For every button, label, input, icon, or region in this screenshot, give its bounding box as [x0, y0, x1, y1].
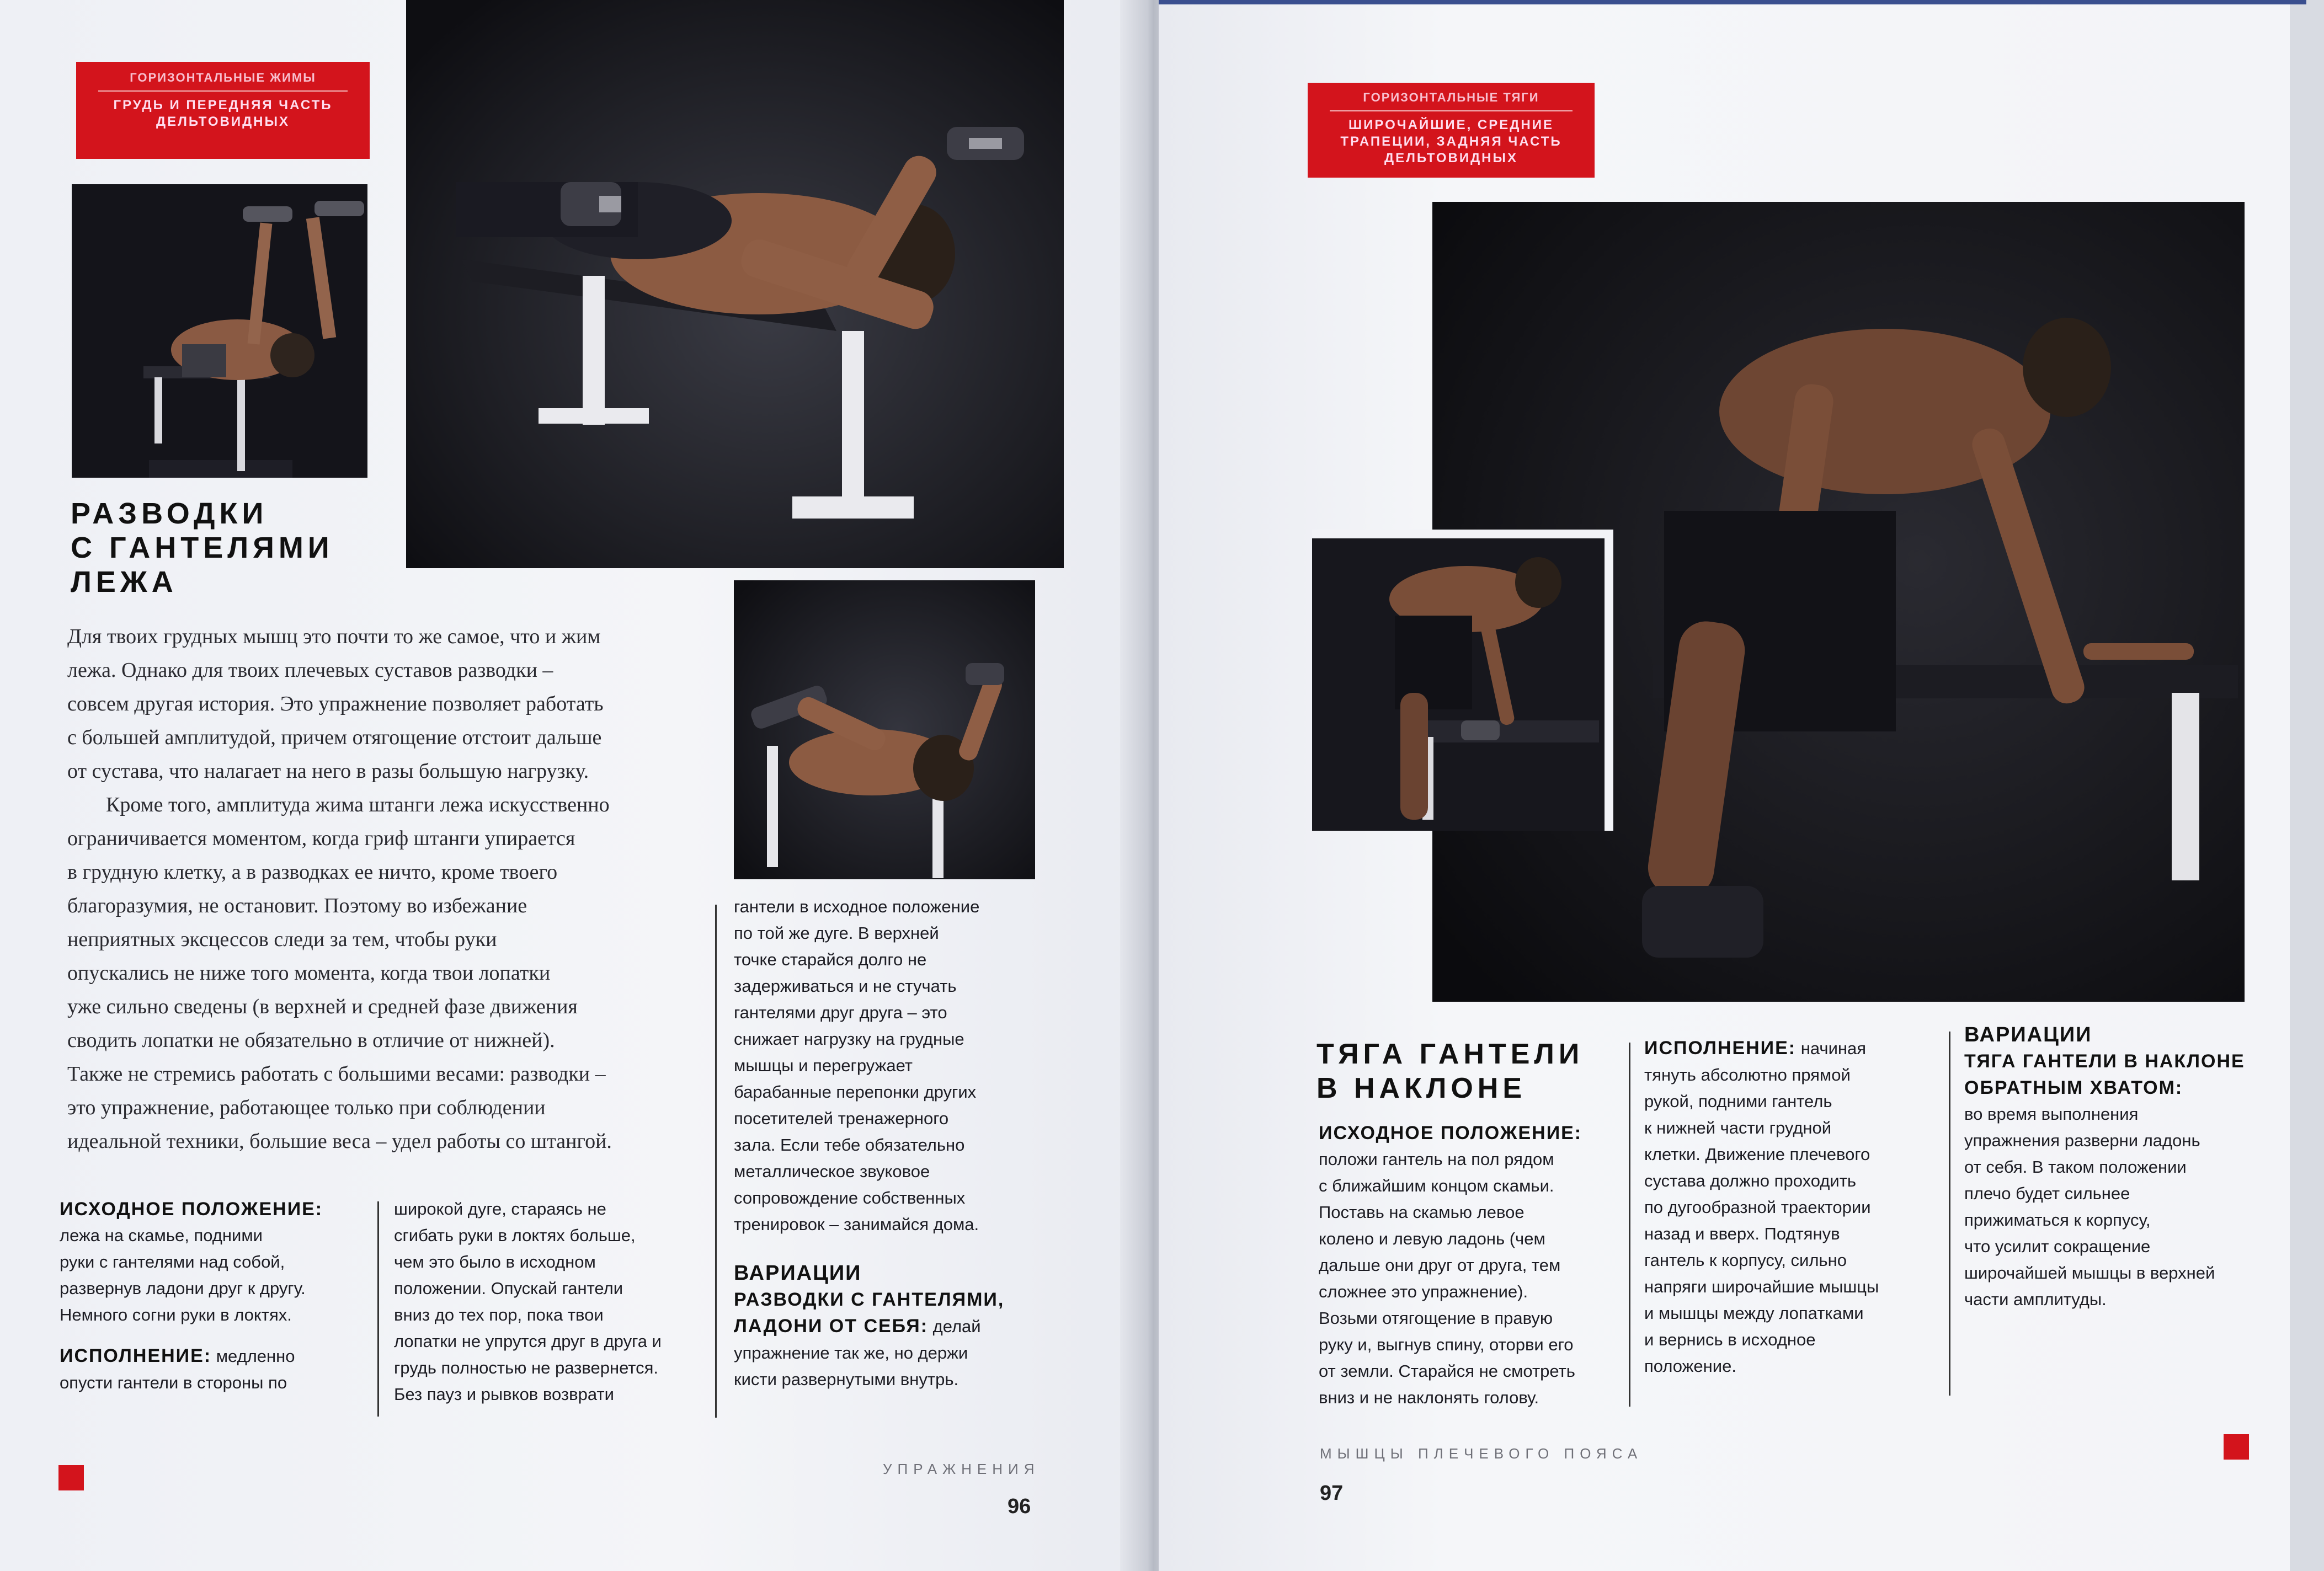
start-line: сложнее это упражнение). [1319, 1282, 1528, 1301]
execution-line: сгибать руки в локтях больше, [394, 1226, 636, 1245]
intro-line: ограничивается моментом, когда гриф штанги упирается [67, 827, 575, 850]
execution-line: точке старайся долго не [734, 950, 927, 969]
start-line: развернув ладони друг к другу. [60, 1279, 306, 1298]
red-square-marker [58, 1465, 84, 1490]
variation-line: во время выполнения [1964, 1104, 2139, 1124]
start-line: дальше они друг от друга, тем [1319, 1255, 1561, 1275]
execution-line: клетки. Движение плечевого [1644, 1145, 1870, 1164]
execution-line: по той же дуге. В верхней [734, 923, 939, 943]
column-divider [715, 905, 717, 1418]
category-tag [76, 62, 370, 159]
footer-section-label: УПРАЖНЕНИЯ [883, 1461, 1040, 1477]
execution-line: рукой, подними гантель [1644, 1092, 1832, 1111]
variations-block [1964, 1022, 2284, 1313]
intro-line: Кроме того, амплитуда жима штанги лежа искусственно [106, 793, 610, 816]
variations-heading: ВАРИАЦИИ [1964, 1023, 2092, 1046]
execution-block [1644, 1035, 1953, 1380]
variation-name: ОБРАТНЫМ ХВАТОМ: [1964, 1077, 2183, 1098]
intro-text [67, 620, 729, 1158]
intro-line: неприятных эксцессов следи за тем, чтобы руки [67, 928, 497, 951]
execution-line: Без пауз и рывков возврати [394, 1385, 614, 1404]
start-line: руки с гантелями над собой, [60, 1252, 285, 1271]
variation-line: широчайшей мышцы в верхней [1964, 1263, 2215, 1283]
execution-line: зала. Если тебе обязательно [734, 1135, 965, 1155]
intro-line: сводить лопатки не обязательно в отличие от нижней). [67, 1029, 555, 1052]
exercise-photo-medium [734, 580, 1035, 879]
page-number: 97 [1320, 1482, 1344, 1505]
execution-column-3 [734, 894, 1043, 1393]
variations-heading: ВАРИАЦИИ [734, 1262, 862, 1285]
footer-section-label: МЫШЦЫ ПЛЕЧЕВОГО ПОЯСА [1320, 1445, 1643, 1462]
start-line: положи гантель на пол рядом [1319, 1150, 1554, 1169]
intro-line: с большей амплитудой, причем отягощение отстоит дальше [67, 726, 602, 749]
start-position-heading: ИСХОДНОЕ ПОЛОЖЕНИЕ: [1319, 1123, 1582, 1143]
red-square-marker [2224, 1434, 2249, 1460]
execution-line: широкой дуге, стараясь не [394, 1199, 606, 1219]
execution-line: к нижней части грудной [1644, 1118, 1832, 1137]
title-line-1: ТЯГА ГАНТЕЛИ [1316, 1038, 1584, 1070]
tag-divider [1330, 110, 1573, 111]
execution-line: посетителей тренажерного [734, 1109, 949, 1128]
start-position-block [1319, 1120, 1639, 1411]
execution-heading: ИСПОЛНЕНИЕ: [60, 1345, 212, 1366]
execution-heading: ИСПОЛНЕНИЕ: [1644, 1038, 1797, 1059]
intro-line: благоразумия, не остановит. Поэтому во избежание [67, 894, 527, 917]
execution-line: гантелями друг друга – это [734, 1003, 947, 1022]
start-line: Поставь на скамью левое [1319, 1203, 1525, 1222]
variation-line: плечо будет сильнее [1964, 1184, 2130, 1203]
start-position-heading: ИСХОДНОЕ ПОЛОЖЕНИЕ: [60, 1199, 323, 1220]
column-divider [377, 1201, 379, 1417]
execution-line: грудь полностью не развернется. [394, 1358, 659, 1377]
page-title [71, 496, 334, 599]
variation-line: части амплитуды. [1964, 1290, 2107, 1309]
execution-line: вниз до тех пор, пока твои [394, 1305, 604, 1324]
start-position-block [60, 1196, 369, 1396]
execution-line: положение. [1644, 1356, 1736, 1376]
intro-line: совсем другая история. Это упражнение позволяет работать [67, 692, 604, 715]
execution-line: гантель к корпусу, сильно [1644, 1251, 1847, 1270]
cover-edge [1159, 0, 2306, 4]
variation-line: упражнения разверни ладонь [1964, 1131, 2200, 1150]
execution-line: металлическое звуковое [734, 1162, 930, 1181]
title-line-2: В НАКЛОНЕ [1316, 1072, 1527, 1104]
execution-line: назад и вверх. Подтянув [1644, 1224, 1840, 1243]
start-line: руку и, выгнув спину, оторви его [1319, 1335, 1574, 1354]
execution-line: задерживаться и не стучать [734, 976, 957, 996]
page-number: 96 [1008, 1495, 1031, 1518]
start-line: лежа на скамье, подними [60, 1226, 263, 1245]
start-line: колено и левую ладонь (чем [1319, 1229, 1545, 1248]
column-divider [1949, 1032, 1950, 1396]
variation-line: упражнение так же, но держи [734, 1343, 968, 1362]
intro-line: лежа. Однако для твоих плечевых суставов разводки – [67, 659, 553, 682]
start-line: вниз и не наклонять голову. [1319, 1388, 1539, 1407]
execution-line: по дугообразной траектории [1644, 1198, 1871, 1217]
page-edge [2290, 0, 2324, 1571]
title-line-3: ЛЕЖА [71, 565, 178, 599]
variation-line: прижиматься к корпусу, [1964, 1210, 2151, 1230]
intro-line: уже сильно сведены (в верхней и средней фазе движения [67, 995, 578, 1018]
execution-line: барабанные перепонки других [734, 1082, 977, 1102]
variation-first-word: делай [932, 1317, 981, 1336]
intro-line: это упражнение, работающее только при соблюдении [67, 1096, 546, 1119]
execution-line: снижает нагрузку на грудные [734, 1029, 964, 1049]
start-line: Немного согни руки в локтях. [60, 1305, 292, 1324]
start-line: Возьми отягощение в правую [1319, 1308, 1553, 1328]
page-title [1316, 1037, 1584, 1105]
execution-line: напряги широчайшие мышцы [1644, 1277, 1879, 1296]
tag-category: ГОРИЗОНТАЛЬНЫЕ ЖИМЫ [130, 71, 316, 84]
tag-category: ГОРИЗОНТАЛЬНЫЕ ТЯГИ [1363, 90, 1539, 104]
variation-line: кисти развернутыми внутрь. [734, 1370, 959, 1389]
execution-line: опусти гантели в стороны по [60, 1373, 287, 1392]
variation-line: от себя. В таком положении [1964, 1157, 2187, 1177]
variation-name: ТЯГА ГАНТЕЛИ В НАКЛОНЕ [1964, 1051, 2245, 1072]
intro-line: от сустава, что налагает на него в разы большую нагрузку. [67, 760, 589, 783]
intro-line: опускались не ниже того момента, когда твои лопатки [67, 961, 551, 985]
exercise-photo-large [406, 0, 1064, 568]
category-tag [1308, 83, 1595, 178]
start-line: от земли. Старайся не смотреть [1319, 1361, 1575, 1381]
execution-line: и вернись в исходное [1644, 1330, 1816, 1349]
intro-line: Для твоих грудных мышц это почти то же самое, что и жим [67, 625, 601, 648]
execution-line: сустава должно проходить [1644, 1171, 1857, 1190]
execution-line: тянуть абсолютно прямой [1644, 1065, 1851, 1084]
intro-line: Также не стремись работать с большими весами: разводки – [67, 1062, 606, 1086]
execution-line: мышцы и перегружает [734, 1056, 913, 1075]
column-divider [1629, 1043, 1630, 1407]
start-line: с ближайшим концом скамьи. [1319, 1176, 1554, 1195]
execution-column-2 [394, 1196, 703, 1408]
variation-line: что усилит сокращение [1964, 1237, 2151, 1256]
intro-line: идеальной техники, большие веса – удел работы со штангой. [67, 1130, 612, 1153]
intro-line: в грудную клетку, а в разводках ее ничто, кроме твоего [67, 861, 558, 884]
exercise-photo-small [1312, 530, 1613, 831]
variation-name: ЛАДОНИ ОТ СЕБЯ: [734, 1316, 929, 1337]
execution-line: и мышцы между лопатками [1644, 1303, 1864, 1323]
execution-line: чем это было в исходном [394, 1252, 596, 1271]
execution-line: лопатки не упрутся друг в друга и [394, 1332, 662, 1351]
title-line-2: С ГАНТЕЛЯМИ [71, 531, 334, 564]
execution-line: сопровождение собственных [734, 1188, 966, 1207]
execution-line: гантели в исходное положение [734, 897, 980, 916]
tag-divider [98, 90, 348, 92]
execution-line: положении. Опускай гантели [394, 1279, 623, 1298]
exercise-photo-small [72, 184, 367, 478]
variation-name: РАЗВОДКИ С ГАНТЕЛЯМИ, [734, 1289, 1005, 1310]
execution-first-word: начиная [1800, 1039, 1867, 1058]
tag-muscles: ШИРОЧАЙШИЕ, СРЕДНИЕ ТРАПЕЦИИ, ЗАДНЯЯ ЧАСТЬ ДЕЛЬТОВИДНЫХ [1340, 117, 1562, 165]
execution-first-word: медленно [216, 1346, 295, 1366]
tag-muscles: ГРУДЬ И ПЕРЕДНЯЯ ЧАСТЬ ДЕЛЬТОВИДНЫХ [113, 98, 333, 129]
execution-line: тренировок – занимайся дома. [734, 1215, 979, 1234]
title-line-1: РАЗВОДКИ [71, 497, 268, 530]
